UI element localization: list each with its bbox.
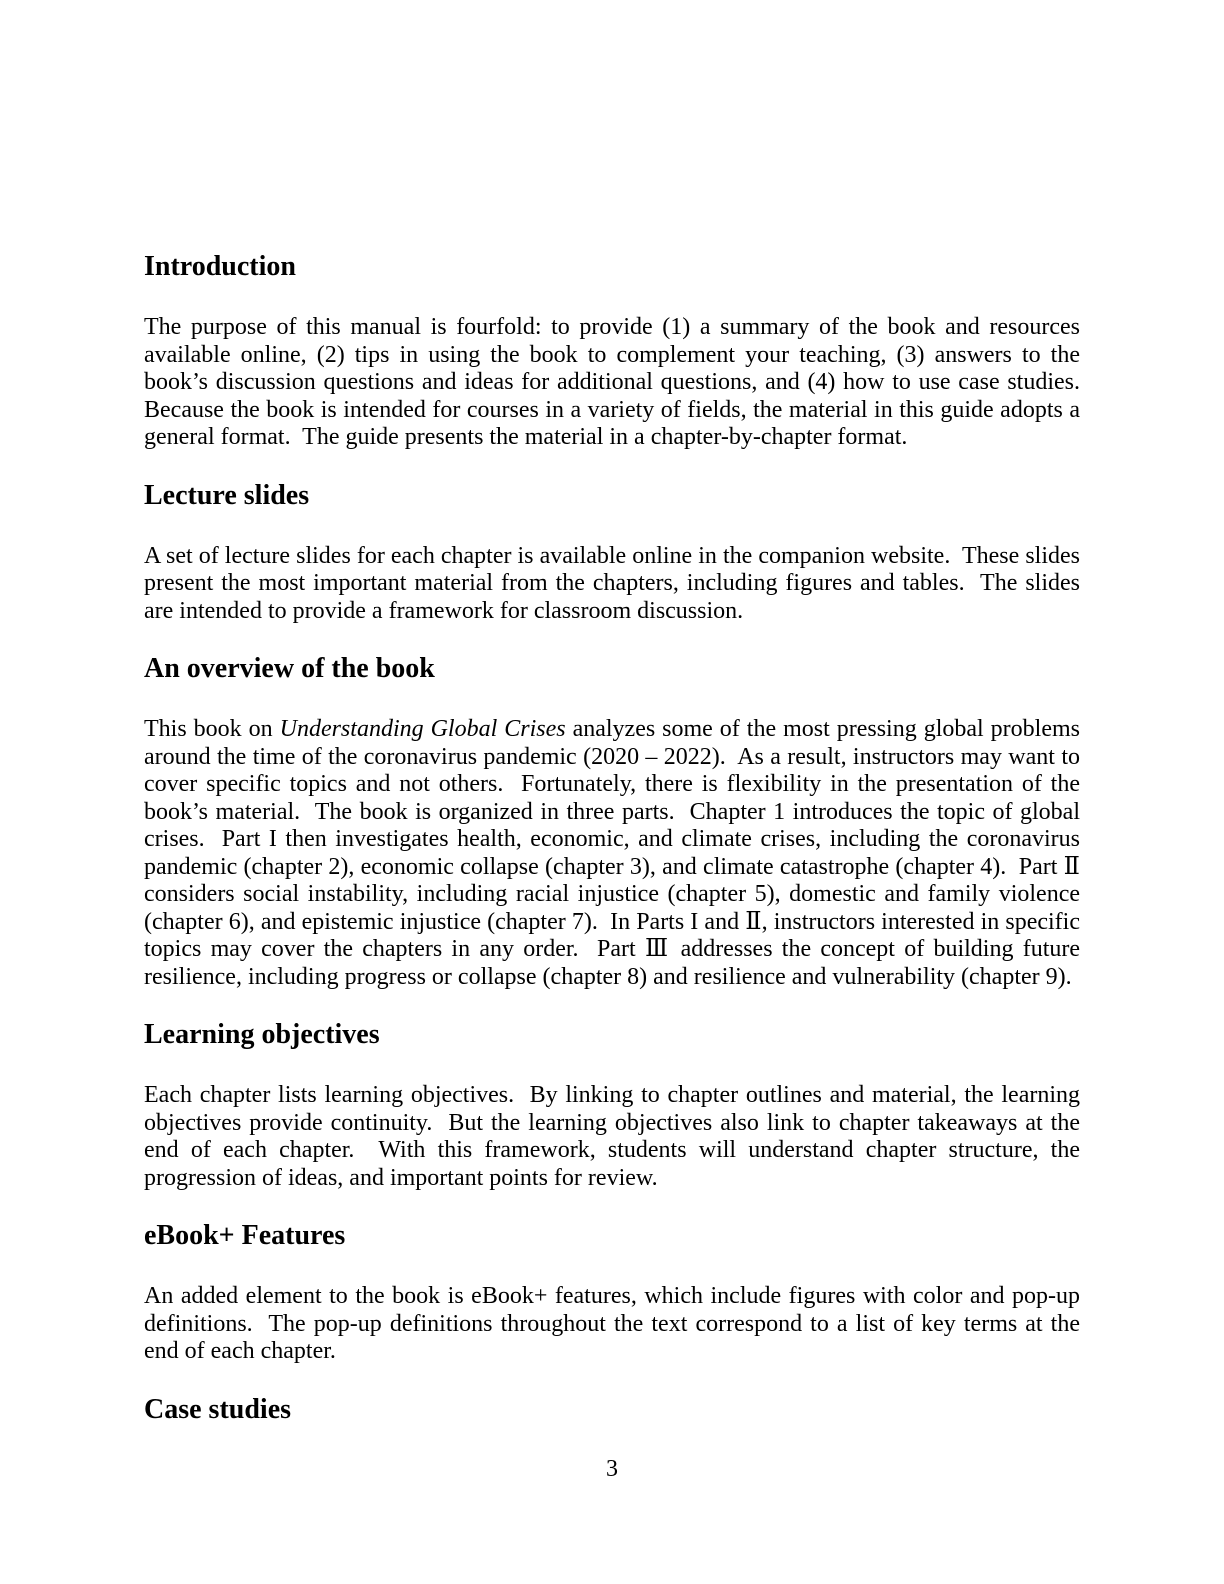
paragraph-ebook-features: An added element to the book is eBook+ features, which include figures with color and pop-up definitions. The pop-up definitions throughout the text correspond to a list of key terms at the end of each chapter.: [144, 1283, 1086, 1364]
section-introduction: [144, 251, 1092, 452]
book-title-italic: Understanding Global Crises: [279, 716, 566, 742]
page-number: 3: [606, 1456, 618, 1482]
overview-text-after-title: analyzes some of the most pressing global problems around the time of the coronavirus pandemic (2020 – 2022). As a result, instructors may want to cover specific topics and not others. Fortunately, there is flexibility in the presentation of the book’s material. The book is organized in three parts. Chapter 1 introduces the topic of global crises. Part I then investigates health, economic, and climate crises, including the coronavirus pandemic (chapter 2), economic collapse (chapter 3), and climate catastrophe (chapter 4). Part Ⅱ considers social instability, including racial injustice (chapter 5), domestic and family violence (chapter 6), and epistemic injustice (chapter 7). In Parts I and Ⅱ, instructors interested in specific topics may cover the chapters in any order. Part Ⅲ addresses the concept of building future resilience, including progress or collapse (chapter 8) and resilience and vulnerability (chapter 9).: [144, 716, 1086, 990]
page-content: [144, 251, 1092, 1457]
section-learning-objectives: [144, 1019, 1086, 1192]
heading-ebook-features: eBook+ Features: [144, 1220, 346, 1251]
paragraph-overview-of-the-book: [144, 716, 1086, 991]
section-lecture-slides: [144, 479, 1086, 626]
heading-case-studies: Case studies: [144, 1393, 292, 1425]
heading-learning-objectives: Learning objectives: [144, 1019, 380, 1050]
heading-introduction: Introduction: [144, 251, 296, 282]
heading-lecture-slides: Lecture slides: [144, 479, 310, 511]
paragraph-lecture-slides: A set of lecture slides for each chapter is available online in the companion website. These slides present the most important material from the chapters, including figures and tables. The slides are intended to provide a framework for classroom discussion.: [144, 542, 1086, 624]
paragraph-learning-objectives: Each chapter lists learning objectives. By linking to chapter outlines and material, the learning objectives provide continuity. But the learning objectives also link to chapter takeaways at the end of each chapter. With this framework, students will understand chapter structure, the progression of ideas, and important points for review.: [144, 1082, 1086, 1191]
heading-overview-of-the-book: An overview of the book: [144, 653, 435, 684]
section-overview-of-the-book: [144, 653, 1086, 991]
section-ebook-features: [144, 1220, 1086, 1366]
overview-text-before-title: This book on: [144, 716, 280, 742]
section-case-studies: [144, 1394, 1080, 1426]
paragraph-introduction: The purpose of this manual is fourfold: to provide (1) a summary of the book and resources available online, (2) tips in using the book to complement your teaching, (3) answers to the book’s discussion questions and ideas for additional questions, and (4) how to use case studies. Because the book is intended for courses in a variety of fields, the material in this guide adopts a general format. The guide presents the material in a chapter-by-chapter format.: [144, 314, 1092, 450]
